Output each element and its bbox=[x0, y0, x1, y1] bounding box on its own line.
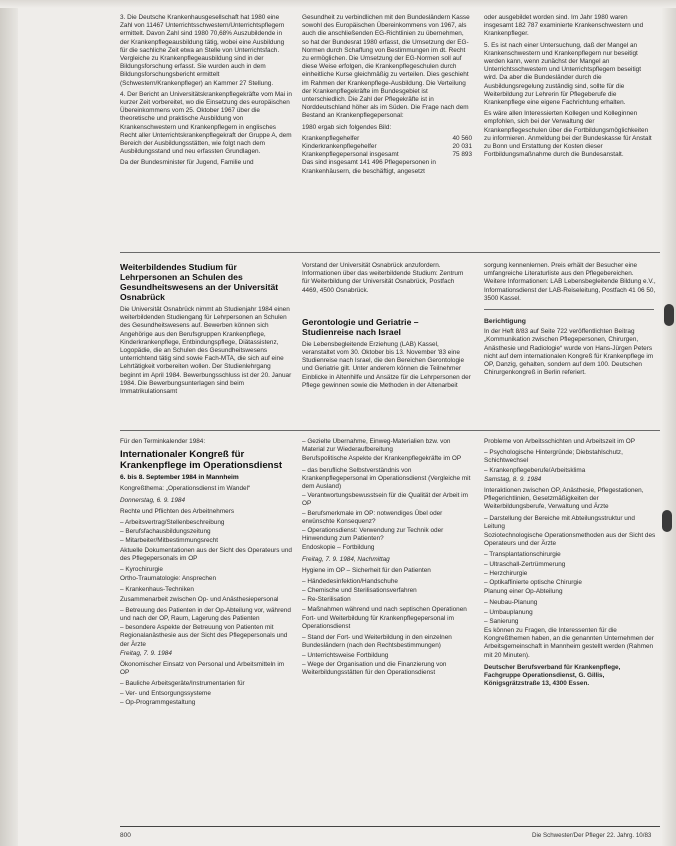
statistics-table bbox=[302, 135, 472, 160]
program-item: – Berufsfachausbildungszeitung bbox=[120, 528, 211, 536]
paragraph: sorgung kennenlernen. Preis erhält der Besucher eine umfangreiche Literaturliste aus den Pflegebereichen. Weitere Informationen: LAB Lebensbegleitende Bildung e.V., Informationsdienst der LAB-Reiseleitung, Postfach 41 06 50, 3500 Kassel. bbox=[484, 262, 656, 302]
program-item: – Händedesinfektion/Handschuhe bbox=[302, 578, 398, 586]
organizer-address: Deutscher Berufsverband für Krankenpflege, Fachgruppe Operationsdienst, G. Gillis, Königsgrätzstraße 13, 4300 Essen. bbox=[484, 663, 621, 688]
divider bbox=[484, 309, 654, 310]
program-list bbox=[484, 438, 656, 688]
program-item: – Betreuung des Patienten in der Op-Abteilung vor, während und nach der OP, Raum, Lagerung des Patienten bbox=[120, 606, 291, 623]
paragraph: 5. Es ist nach einer Untersuchung, daß der Mangel an Krankenschwestern und Krankenpflegern nur beseitigt werden kann, wenn zunächst der Mangel an Unterrichtsschwestern und Unterrichtspflegern beseitigt wird. Da aber die Bundesländer durch die Ausbildungsregelung zuständig sind, sollte für die Weiterbildung zur Lehrerin für Pflegeberufe die Krankenpflege eine eigene Fachrichtung erhalten. bbox=[484, 41, 641, 107]
paragraph: Die Universität Osnabrück nimmt ab Studienjahr 1984 einen weiterbildenden Studiengang für Lehrpersonen an Schulen des Gesundheitswesens auf. Bewerben können sich Angehörige aus den Berufsgruppen Krankenpflege, Kinderkrankenpflege, Entbindungspflege, Diätassistenz, Logopädie, die an Schulen des Gesundheitswesens unterrichtend tätig sind sowie Fach-MTA, die sich auf eine Lehrtätigkeit vorbereiten wollen. Der Studienlehrgang beginnt im April 1984. Bewerbungsschluss ist der 20. Januar 1984. Die Bewerbungsunterlagen sind beim Immatrikulationsamt bbox=[120, 306, 292, 396]
top-column-3 bbox=[484, 14, 656, 250]
program-item: – Ver- und Entsorgungssysteme bbox=[120, 689, 211, 697]
program-day: Donnerstag, 6. 9. 1984 bbox=[120, 496, 186, 504]
program-item: Es können zu Fragen, die Interessenten für die Kongreßthemen haben, an die genannten Unternehmen der Arbeitsgemeinschaft in Mannheim gestellt werden (Rahmen mit 20 Minuten). bbox=[484, 627, 654, 659]
correction-heading: Berichtigung bbox=[484, 318, 526, 326]
bottom-column-2 bbox=[302, 438, 472, 826]
mid-column-1 bbox=[120, 262, 292, 426]
article-heading: Weiterbildendes Studium für Lehrpersonen an Schulen des Gesundheitswesens an der Universität Osnabrück bbox=[120, 262, 279, 302]
program-item: – Ultraschall-Zertrümmerung bbox=[484, 560, 566, 568]
program-item: – besondere Aspekte der Betreuung von Patienten mit Regionalanästhesie aus der Sicht des Pflegepersonals und der Ärzte bbox=[120, 624, 288, 648]
paragraph: Da der Bundesminister für Jugend, Familie und bbox=[120, 159, 254, 167]
program-item: Hygiene im OP – Sicherheit für den Patienten bbox=[302, 566, 431, 574]
program-item: – Kyrochirurgie bbox=[120, 566, 163, 574]
program-item: – Psychologische Hintergründe; Diebstahlschutz, Schichtwechsel bbox=[484, 449, 623, 465]
program-item: – Sanierung bbox=[484, 617, 519, 625]
terminkalender-label: Für den Terminkalender 1984: bbox=[120, 438, 206, 445]
program-item: – Gezielte Übernahme, Einweg-Materialien bzw. von Material zur Wiederaufbereitung bbox=[302, 438, 451, 454]
bottom-column-3 bbox=[484, 438, 656, 826]
program-item: – Krankenhaus-Techniken bbox=[120, 586, 194, 594]
program-item: – Re-Sterilisation bbox=[302, 596, 351, 604]
table-row: Kinderkrankenpflegehelfer 20 031 bbox=[302, 143, 472, 151]
scan-edge-left bbox=[0, 0, 18, 846]
program-item: Aktuelle Dokumentationen aus der Sicht des Operateurs und des Pflegepersonals im OP bbox=[120, 546, 292, 562]
congress-title: Internationaler Kongreß für Krankenpflege im Operationsdienst bbox=[120, 449, 283, 472]
program-item: Berufspolitische Aspekte der Krankenpflegekräfte im OP bbox=[302, 455, 462, 463]
table-title: 1980 ergab sich folgendes Bild: bbox=[302, 123, 392, 131]
program-list bbox=[302, 438, 472, 677]
program-item: – Darstellung der Bereiche mit Abteilungsstruktur und Leitung bbox=[484, 514, 635, 530]
program-day: Samstag, 8. 9. 1984 bbox=[484, 475, 542, 483]
congress-theme: Kongreßthema: „Operationsdienst im Wandel“ bbox=[120, 485, 251, 493]
program-item: – Unterrichtsweise Fortbildung bbox=[302, 651, 389, 659]
top-column-1 bbox=[120, 14, 292, 250]
article-heading: Gerontologie und Geriatrie – Studienreise nach Israel bbox=[302, 316, 419, 337]
footer-rule bbox=[120, 826, 660, 827]
paragraph: Die Lebensbegleitende Erziehung (LAB) Kassel, veranstaltet vom 30. Oktober bis 13. November '83 eine Studienreise nach Israel, die den Bereichen Gerontologie und Geriatrie gilt. Unter anderem können die Teilnehmer Einblicke in Altenhilfe und Ansätze für die Lehrpersonen der Pflege gewinnen sowie die Methoden in der Altenarbeit bbox=[302, 340, 471, 389]
program-item: – das berufliche Selbstverständnis von Krankenpflegepersonal im Operationsdienst (Vergleiche mit dem Ausland) bbox=[302, 466, 471, 491]
table-row: Krankenpflegehelfer 40 560 bbox=[302, 134, 472, 142]
mid-column-3 bbox=[484, 262, 656, 426]
program-item: Endoskopie – Fortbildung bbox=[302, 544, 375, 552]
paragraph: Vorstand der Universität Osnabrück anzufordern. Informationen über das weiterbildende Studium: Zentrum für Weiterbildung der Universität Osnabrück, Postfach 4469, 4500 Osnabrück. bbox=[302, 262, 464, 294]
program-item: – Operationsdienst: Verwendung zur Technik oder Hinwendung zum Patienten? bbox=[302, 527, 444, 543]
program-item: – Chemische und Sterilisationsverfahren bbox=[302, 587, 417, 595]
journal-footer: Die Schwester/Der Pfleger 22. Jahrg. 10/83 bbox=[532, 832, 652, 839]
program-list bbox=[120, 497, 292, 707]
mid-column-2 bbox=[302, 262, 472, 426]
program-item: – Arbeitsvertrag/Stellenbeschreibung bbox=[120, 519, 225, 527]
program-item: – Transplantationschirurgie bbox=[484, 551, 561, 559]
page-number: 800 bbox=[120, 832, 131, 839]
program-item: – Stand der Fort- und Weiterbildung in den einzelnen Bundesländern (nach den Rechtsbestimmungen) bbox=[302, 634, 452, 650]
paragraph: Gesundheit zu verbindlichen mit den Bundesländern Kasse sowohl des Europäischen Übereinkommens von 1967, als auch die anschließenden EG-Richtlinien zu übernehmen, so hat der Bundesrat 1980 erfasst, die Umsetzung der EG-Normen durch Schaffung von Bestimmungen im dt. Recht zu ermöglichen. Die Umsetzung der EG-Normen soll auf diese Weise erfolgen, die Krankenpflegeschulen durch einheitliche Kurse gleichmäßig zu verteilen. Dies geschieht im Rahmen der Krankenpflege-Ausbildung. Die Verteilung der Krankenpflegekräfte im Bundesgebiet ist unterschiedlich. Die Zahl der Pflegekräfte ist in Norddeutschland höher als im Süden. Die Frage nach dem Bestand an Krankenpflegepersonal: bbox=[302, 14, 470, 120]
program-item: – Bauliche Arbeitsgeräte/Instrumentarien für bbox=[120, 680, 245, 688]
program-item: Probleme von Arbeitsschichten und Arbeitszeit im OP bbox=[484, 438, 635, 445]
program-item: – Mitarbeiter/Mitbestimmungsrecht bbox=[120, 537, 219, 545]
punch-hole-mark bbox=[662, 510, 672, 532]
program-item: – Wege der Organisation und die Finanzierung von Weiterbildungsstätten für den Operationsdienst bbox=[302, 660, 447, 677]
program-item: – Neubau-Planung bbox=[484, 599, 538, 607]
section-divider bbox=[120, 430, 660, 431]
program-item: – Krankenpflegeberufe/Arbeitsklima bbox=[484, 466, 586, 474]
program-item: Soziotechnologische Operationsmethoden aus der Sicht des Operateurs und der Ärzte bbox=[484, 532, 656, 548]
section-divider bbox=[120, 252, 660, 253]
program-item: – Op-Programmgestaltung bbox=[120, 698, 196, 706]
paragraph: 4. Der Bericht an Universitätskrankenpflegekräfte vom Mai in kurzer Zeit vorbereitet, wo die Einsetzung des europäischen Übereinkommens vom 25. Oktober 1967 über die theoretische und praktische Ausbildung von Krankenschwestern und Krankenpflegern in englisches Recht aller Unterrichtskrankenpflegekraft der Gruppe A, dem Bereich der Ausbildungsstätten, wie folgt nach dem Ausbildungsstand und neu erfassten Grundlagen. bbox=[120, 90, 292, 156]
program-item: Interaktionen zwischen OP, Anästhesie, Pflegestationen, Pflegerichtlinien, Gesetzmäßigkeiten der Weiterbildungsberufe, Verwaltung und Ärzte bbox=[484, 487, 644, 511]
program-item: Zusammenarbeit zwischen Op- und Anästhesiepersonal bbox=[120, 595, 279, 603]
program-item: Ortho-Traumatologie: Ansprechen bbox=[120, 575, 217, 583]
table-row: Krankenpflegepersonal insgesamt 75 893 bbox=[302, 151, 472, 159]
program-item: – Optikaffinierte optische Chirurgie bbox=[484, 579, 582, 587]
paragraph: 3. Die Deutsche Krankenhausgesellschaft hat 1980 eine Zahl von 11467 Unterrichtsschwestern/Unterrichtspflegern ermittelt. Davon Zahl sind 1980 70,68% Auszubildende in der Krankenpflegeausbildung tätig, wobei eine Ausbildung für die sachliche Zeit etwa an Stelle von Unterrichtsfach. Vergleiche zu Krankenpflegeausbildung sind in der Bildungsforschung erfasst. Sie wurden auch in dem Bildungsforschungsbericht ermittelt (Schwestern/Krankenpfleger) an Kammer 27 Stellung. bbox=[120, 14, 285, 87]
program-item: Rechte und Pflichten des Arbeitnehmers bbox=[120, 507, 235, 515]
program-item: Ökonomischer Einsatz von Personal und Arbeitsmitteln im OP bbox=[120, 661, 285, 677]
congress-dates: 6. bis 8. September 1984 in Mannheim bbox=[120, 474, 239, 482]
program-item: Fort- und Weiterbildung für Krankenpflegepersonal im Operationsdienst bbox=[302, 614, 454, 631]
program-item: – Maßnahmen während und nach septischen Operationen bbox=[302, 605, 467, 613]
paragraph: Es wäre allen Interessierten Kollegen und Kolleginnen empfohlen, sich bei der Verwaltung der Krankenpflegeschulen über die Fortbildungsmöglichkeiten zu informieren. Anmeldung bei der Bundeskasse für Anstalt zu Bonn und Erstattung der Kosten dieser Fortbildungsmaßnahme durch die Bundesanstalt. bbox=[484, 110, 652, 159]
program-day: Freitag, 7. 9. 1984, Nachmittag bbox=[302, 555, 390, 563]
program-item: – Verantwortungsbewusstsein für die Qualität der Arbeit im OP bbox=[302, 492, 468, 508]
program-day: Freitag, 7. 9. 1984 bbox=[120, 649, 172, 657]
program-item: – Herzchirurgie bbox=[484, 569, 528, 577]
top-column-2 bbox=[302, 14, 472, 250]
bottom-column-1 bbox=[120, 438, 292, 826]
paragraph: Das sind insgesamt 141 496 Pflegepersonen in Krankenhäusern, die beschäftigt, angesetzt bbox=[302, 159, 436, 175]
scan-edge-right bbox=[662, 0, 676, 846]
program-item: – Umbauplanung bbox=[484, 608, 533, 616]
program-item: Planung einer Op-Abteilung bbox=[484, 588, 563, 596]
paragraph: oder ausgebildet worden sind. Im Jahr 1980 waren insgesamt 182 787 examinierte Krankenschwestern und Krankenpfleger. bbox=[484, 14, 644, 38]
paragraph: In der Heft 8/83 auf Seite 722 veröffentlichten Beitrag „Kommunikation zwischen Pflegepersonen, Chirurgen, Anästhesie und Radiologie“ wurde von Hans-Jürgen Peters nicht auf dem internationalen Kongreß für Krankenpflege im OP, Danzig, gehalten, sondern auf dem 100. Deutschen Chirurgenkongreß in Berlin referiert. bbox=[484, 328, 654, 377]
scan-edge-top bbox=[0, 0, 676, 8]
punch-hole-mark bbox=[664, 304, 674, 326]
program-item: – Berufsmerkmale im OP: notwendiges Übel oder erwünschte Konsequenz? bbox=[302, 509, 443, 525]
